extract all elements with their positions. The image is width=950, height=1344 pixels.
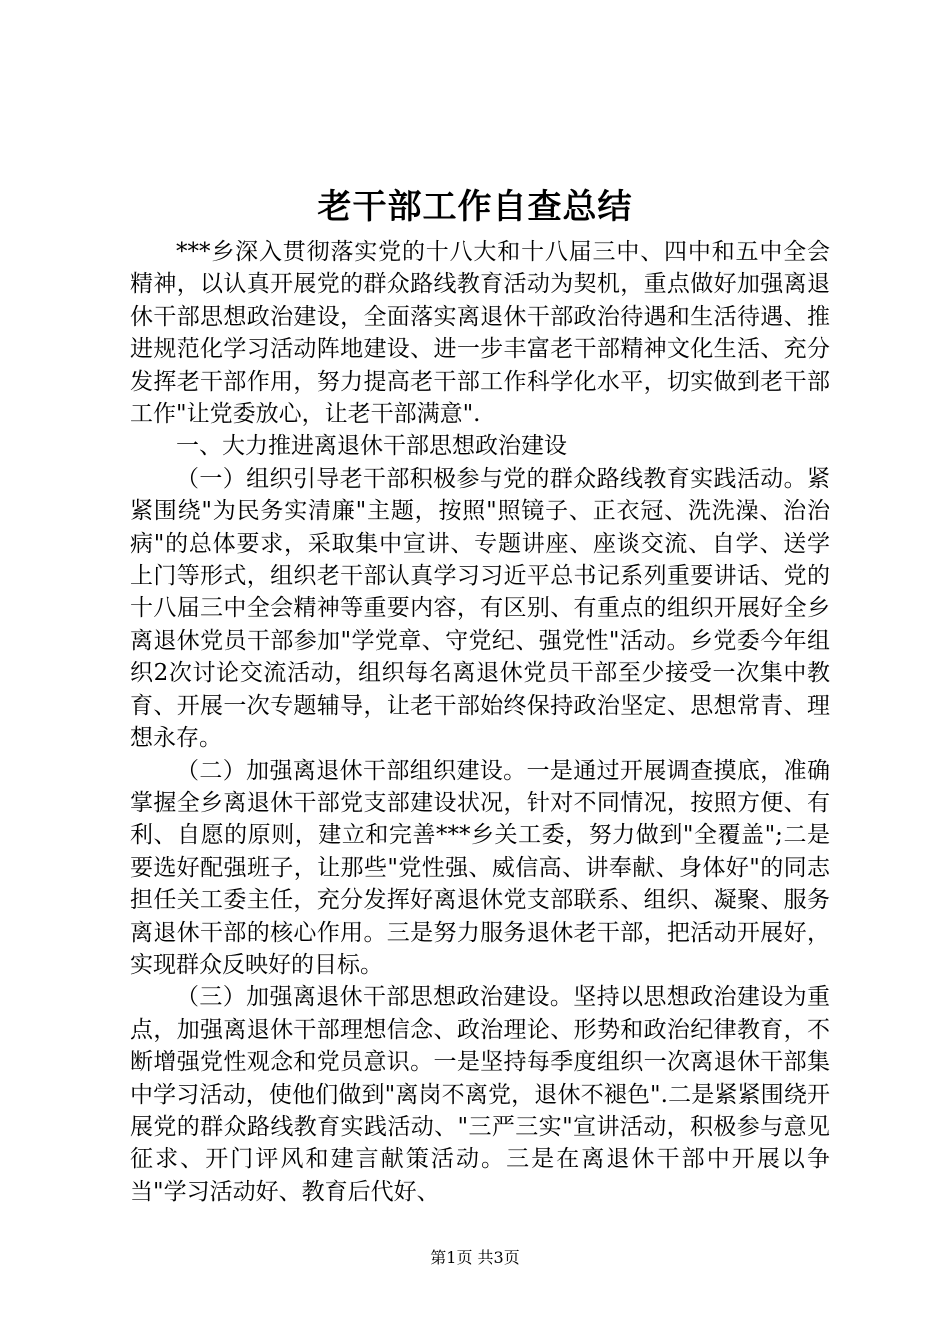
- page-number: 第1页 共3页: [430, 1248, 520, 1267]
- paragraph-3: （三）加强离退休干部思想政治建设。坚持以思想政治建设为重点，加强离退休干部理想信念、政治理论、形势和政治纪律教育，不断增强党性观念和党员意识。一是坚持每季度组织一次离退休干部集中学习活动，使他们做到"离岗不离党，退休不褪色".二是紧紧围绕开展党的群众路线教育实践活动、"三严三实"宣讲活动，积极参与意见征求、开门评风和建言献策活动。三是在离退休干部中开展以争当"学习活动好、教育后代好、: [130, 984, 830, 1205]
- paragraph-2: （二）加强离退休干部组织建设。一是通过开展调查摸底，准确掌握全乡离退休干部党支部建设状况，针对不同情况，按照方便、有利、自愿的原则，建立和完善***乡关工委，努力做到"全覆盖";二是要选好配强班子，让那些"党性强、威信高、讲奉献、身体好"的同志担任关工委主任，充分发挥好离退休党支部联系、组织、凝聚、服务离退休干部的核心作用。三是努力服务退休老干部，把活动开展好，实现群众反映好的目标。: [130, 757, 830, 978]
- document-title: 老干部工作自查总结: [317, 187, 633, 227]
- intro-paragraph: ***乡深入贯彻落实党的十八大和十八届三中、四中和五中全会精神，以认真开展党的群众路线教育活动为契机，重点做好加强离退休干部思想政治建设，全面落实离退休干部政治待遇和生活待遇、推进规范化学习活动阵地建设、进一步丰富老干部精神文化生活、充分发挥老干部作用，努力提高老干部工作科学化水平，切实做到老干部工作"让党委放心，让老干部满意".: [130, 239, 830, 428]
- section-heading: 一、大力推进离退休干部思想政治建设: [176, 433, 567, 460]
- document-body: [130, 236, 830, 1208]
- paragraph-1: （一）组织引导老干部积极参与党的群众路线教育实践活动。紧紧围绕"为民务实清廉"主题，按照"照镜子、正衣冠、洗洗澡、治治病"的总体要求，采取集中宣讲、专题讲座、座谈交流、自学、送学上门等形式，组织老干部认真学习习近平总书记系列重要讲话、党的十八届三中全会精神等重要内容，有区别、有重点的组织开展好全乡离退休党员干部参加"学党章、守党纪、强党性"活动。乡党委今年组织2次讨论交流活动，组织每名离退休党员干部至少接受一次集中教育、开展一次专题辅导，让老干部始终保持政治坚定、思想常青、理想永存。: [130, 465, 830, 752]
